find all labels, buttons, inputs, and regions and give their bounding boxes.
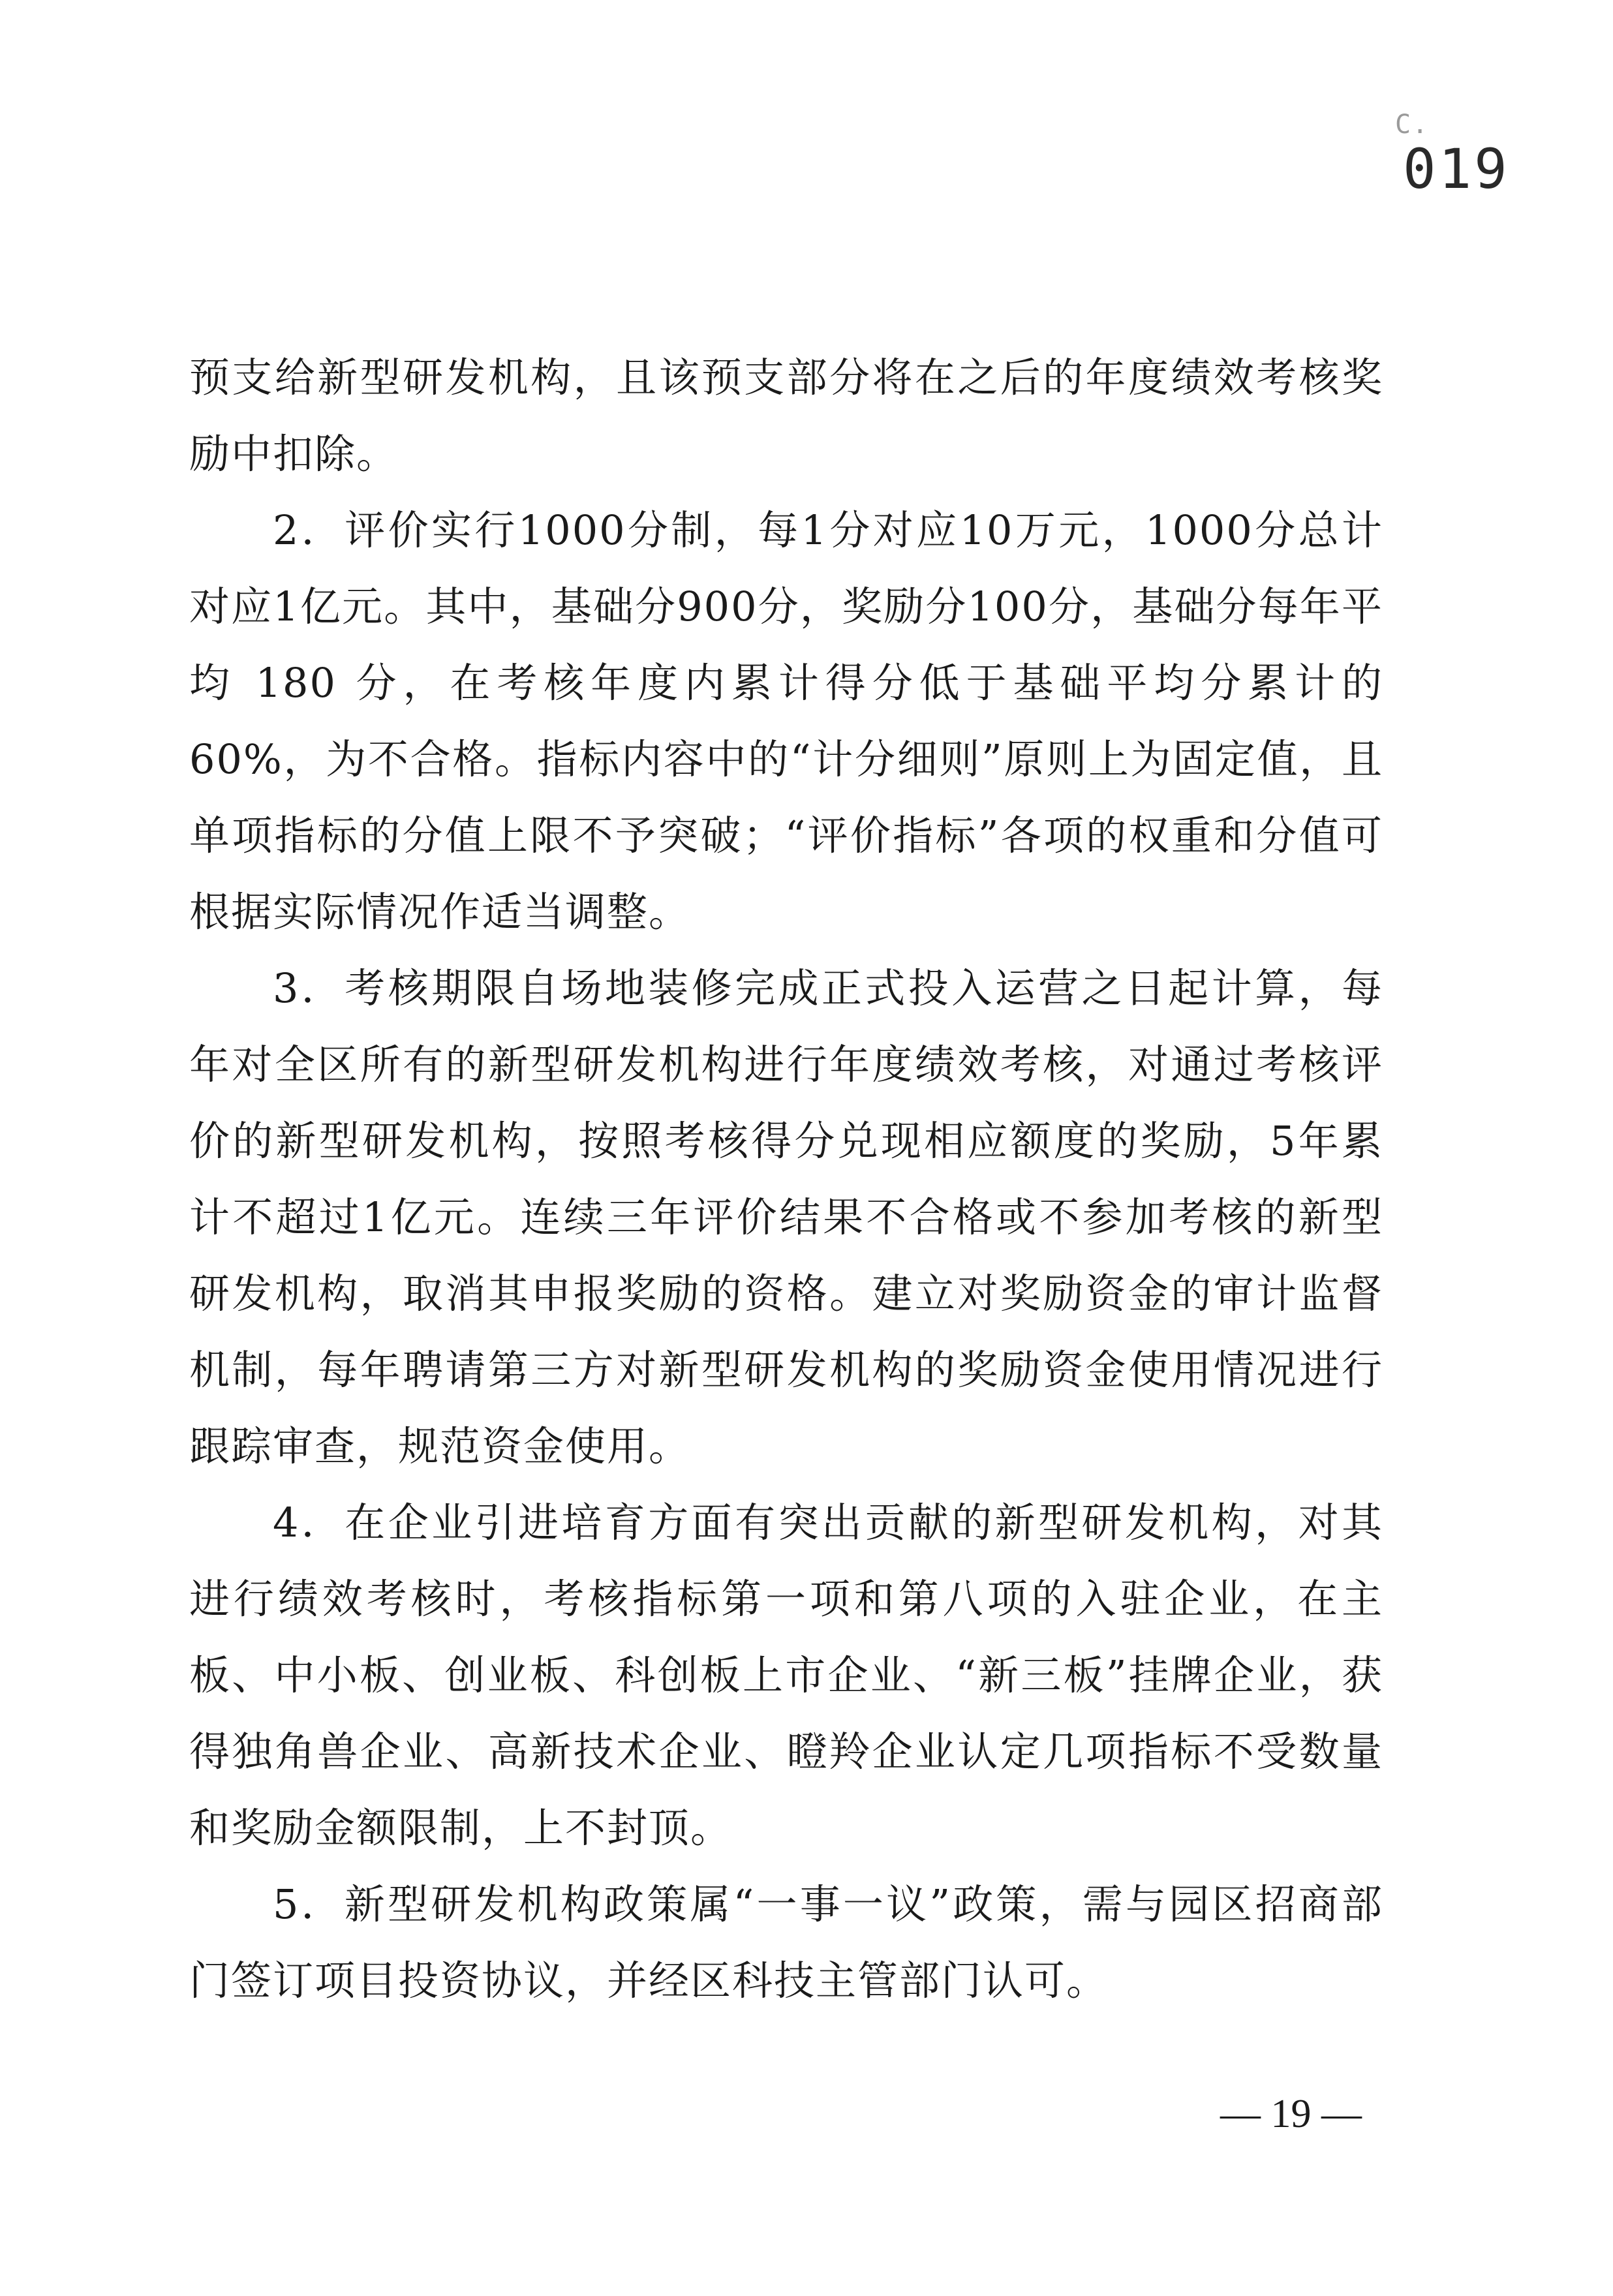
stamp-mark: C. bbox=[1395, 110, 1430, 140]
paragraph-item-5: 5．新型研发机构政策属“一事一议”政策，需与园区招商部门签订项目投资协议，并经区科技主管部门认可。 bbox=[189, 1880, 1383, 2004]
document-body bbox=[189, 339, 1383, 2019]
page-number: — 19 — bbox=[1220, 2092, 1362, 2136]
paragraph-continuation: 预支给新型研发机构，且该预支部分将在之后的年度绩效考核奖励中扣除。 bbox=[189, 354, 1383, 478]
paragraph-item-3: 3．考核期限自场地装修完成正式投入运营之日起计算，每年对全区所有的新型研发机构进行年度绩效考核，对通过考核评价的新型研发机构，按照考核得分兑现相应额度的奖励，5年累计不超过1亿元。连续三年评价结果不合格或不参加考核的新型研发机构，取消其申报奖励的资格。建立对奖励资金的审计监督机制，每年聘请第三方对新型研发机构的奖励资金使用情况进行跟踪审查，规范资金使用。 bbox=[189, 964, 1383, 1470]
paragraph-item-4: 4．在企业引进培育方面有突出贡献的新型研发机构，对其进行绩效考核时，考核指标第一项和第八项的入驻企业，在主板、中小板、创业板、科创板上市企业、“新三板”挂牌企业，获得独角兽企业、高新技术企业、瞪羚企业认定几项指标不受数量和奖励金额限制，上不封顶。 bbox=[189, 1499, 1383, 1852]
page-code: 019 bbox=[1403, 137, 1510, 201]
paragraph-item-2: 2．评价实行1000分制，每1分对应10万元，1000分总计对应1亿元。其中，基础分900分，奖励分100分，基础分每年平均 180 分，在考核年度内累计得分低于基础平均分累计的60%，为不合格。指标内容中的“计分细则”原则上为固定值，且单项指标的分值上限不予突破；“评价指标”各项的权重和分值可根据实际情况作适当调整。 bbox=[189, 506, 1383, 936]
